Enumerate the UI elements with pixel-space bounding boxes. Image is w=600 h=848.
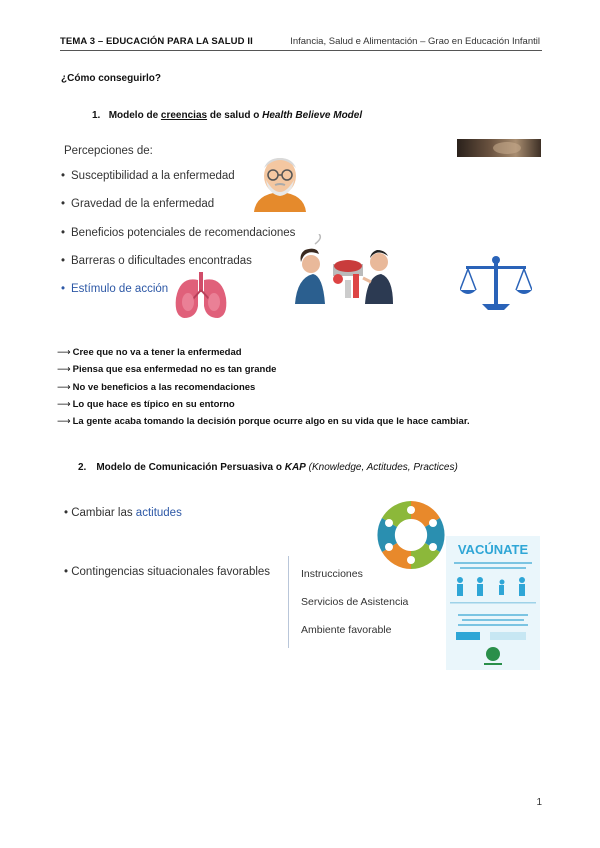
header-left: TEMA 3 – EDUCACIÓN PARA LA SALUD II <box>60 36 253 47</box>
kap-item-attitudes: • Cambiar las actitudes <box>64 507 182 519</box>
section2-heading <box>78 462 458 473</box>
section1-title-mid: de salud o <box>207 110 263 121</box>
perception-item: • Barreras o dificultades encontradas <box>61 255 252 267</box>
section2-title-kap: KAP <box>284 462 306 473</box>
arrow-list <box>57 344 470 430</box>
perceptions-label: Percepciones de: <box>64 145 153 157</box>
arrow-item: ⟶ La gente acaba tomando la decisión porque ocurre algo en su vida que le hace cambiar. <box>57 416 470 428</box>
section1-heading <box>92 110 362 121</box>
balance-scale-icon <box>460 254 532 312</box>
people-circle-icon <box>374 498 448 572</box>
smoking-people-icon <box>293 234 395 304</box>
section2-number: 2. <box>78 462 87 473</box>
section1-title-underlined: creencias <box>160 110 208 121</box>
perception-item: • Beneficios potenciales de recomendaciones <box>61 227 296 239</box>
brace-line <box>288 556 289 648</box>
perception-item: • Gravedad de la enfermedad <box>61 198 215 210</box>
page-number: 1 <box>536 797 542 808</box>
section1-number: 1. <box>92 110 101 121</box>
arrow-item: ⟶ No ve beneficios a las recomendaciones <box>57 381 256 393</box>
section2-title: Modelo de Comunicación Persuasiva o <box>96 462 285 473</box>
photo-strip <box>457 139 541 157</box>
elderly-man-icon <box>248 150 312 212</box>
perception-item: • Susceptibilidad a la enfermedad <box>61 170 235 182</box>
arrow-item: ⟶ Lo que hace es típico en su entorno <box>57 398 235 410</box>
section2-title-italic: (Knowledge, Actitudes, Practices) <box>305 462 458 473</box>
poster-title: VACÚNATE <box>457 542 529 557</box>
question-heading: ¿Cómo conseguirlo? <box>61 73 161 84</box>
lungs-icon <box>170 272 232 322</box>
perception-item-action: • Estímulo de acción <box>61 283 169 295</box>
arrow-item: ⟶ Cree que no va a tener la enfermedad <box>57 347 242 358</box>
vaccine-poster <box>446 536 540 670</box>
section1-title-italic: Health Believe Model <box>262 110 363 121</box>
contingency-item: Ambiente favorable <box>301 624 392 636</box>
header-right: Infancia, Salud e Alimentación – Grao en Educación Infantil <box>290 36 540 47</box>
kap-item-contingencies: • Contingencias situacionales favorables <box>64 566 271 578</box>
header-divider <box>60 50 542 51</box>
contingency-item: Instrucciones <box>301 568 363 580</box>
arrow-item: ⟶ Piensa que esa enfermedad no es tan grande <box>57 364 277 376</box>
section1-title-pre: Modelo de <box>108 110 161 121</box>
contingency-item: Servicios de Asistencia <box>301 596 409 608</box>
